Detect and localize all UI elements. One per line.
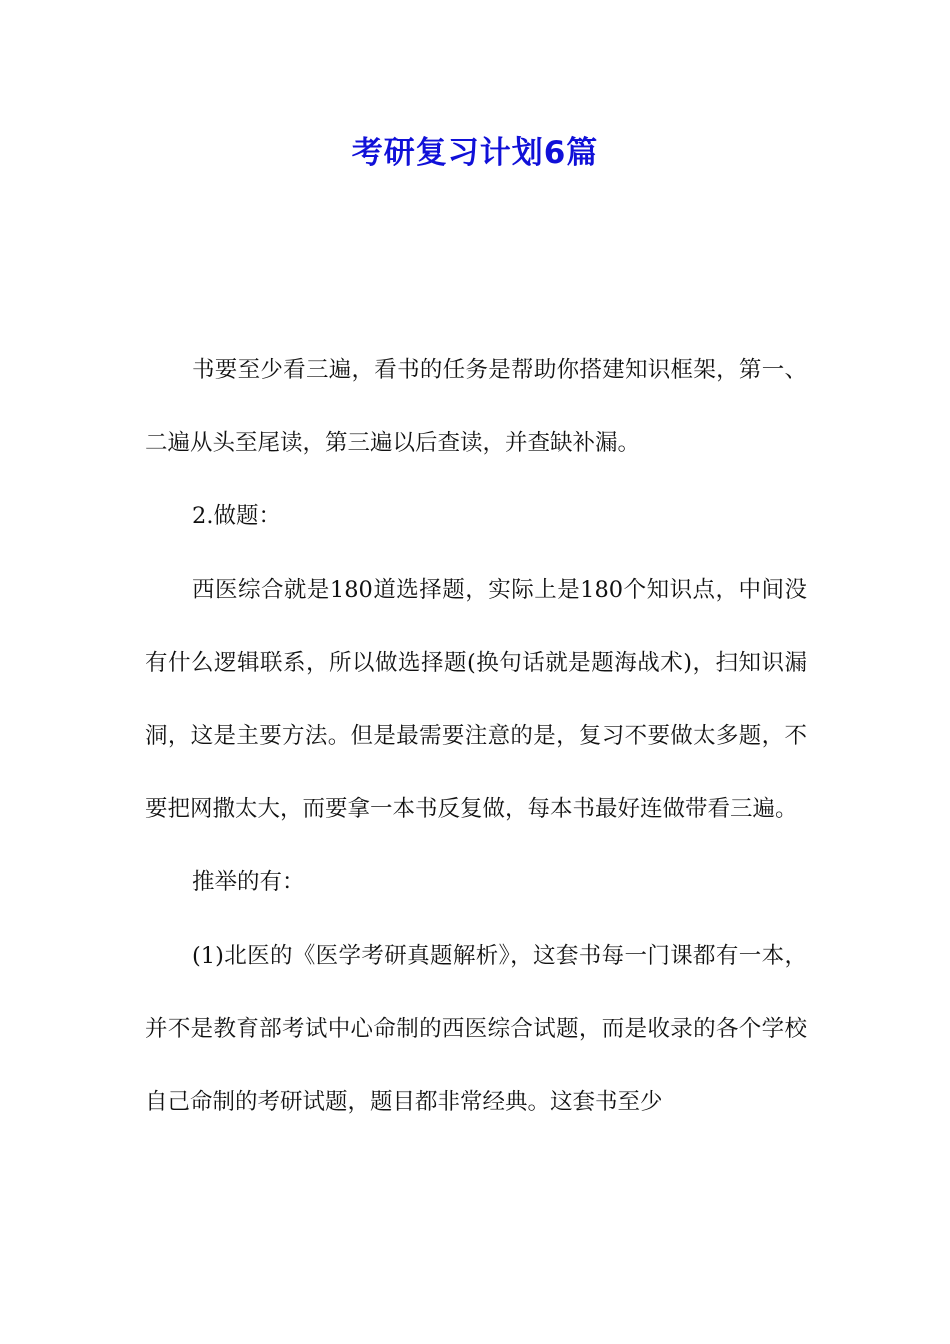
- paragraph-recommendations-heading: 推举的有：: [192, 869, 305, 896]
- paragraph-section-heading-practice: 2.做题：: [192, 503, 281, 530]
- document-title: 考研复习计划6篇: [351, 135, 599, 171]
- paragraph-practice-method: 西医综合就是180道选择题，实际上是180个知识点，中间没有什么逻辑联系，所以做选择题(换句话就是题海战术)，扫知识漏洞，这是主要方法。但是最需要注意的是，复习不要做太多题，不要把网撒太大，而要拿一本书反复做，每本书最好连做带看三遍。: [145, 576, 807, 823]
- document-body: [145, 334, 807, 1139]
- paragraph-reading-method: 书要至少看三遍，看书的任务是帮助你搭建知识框架，第一、二遍从头至尾读，第三遍以后查读，并查缺补漏。: [145, 357, 807, 457]
- paragraph-recommendation-1: (1)北医的《医学考研真题解析》，这套书每一门课都有一本，并不是教育部考试中心命制的西医综合试题，而是收录的各个学校自己命制的考研试题，题目都非常经典。这套书至少: [145, 942, 807, 1116]
